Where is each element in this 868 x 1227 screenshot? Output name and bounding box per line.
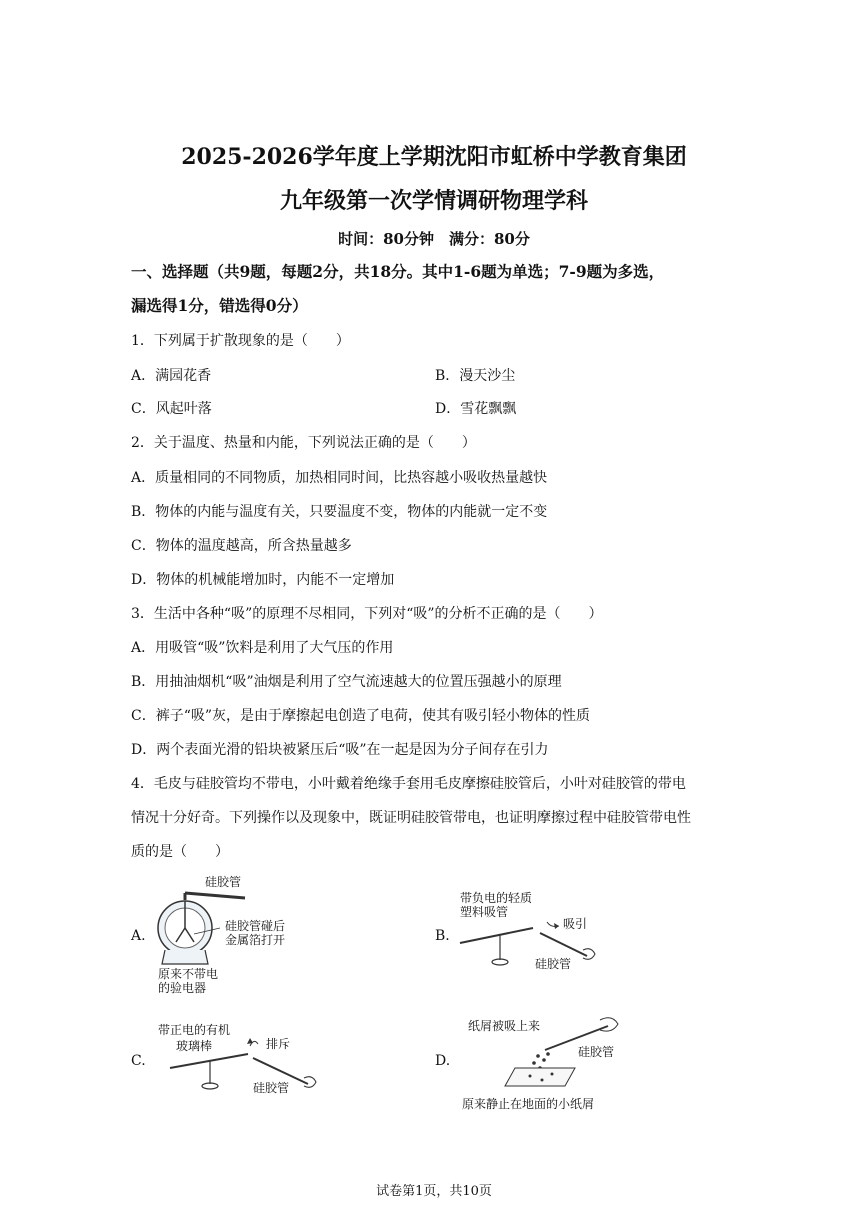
figure-a-label-tube: 硅胶管 [205,875,242,889]
question-4-stem-line1: 4．毛皮与硅胶管均不带电，小叶戴着绝缘手套用毛皮摩擦硅胶管后，小叶对硅胶管的带电 [131,776,686,792]
question-2-option-d: D．物体的机械能增加时，内能不一定增加 [131,572,395,588]
figure-b-label-tube: 硅胶管 [535,957,572,971]
figure-c-rod-repel [158,1018,338,1098]
question-1-option-a: A．满园花香 [131,368,212,384]
figure-d-paper-bits [460,1012,640,1116]
figure-b-label-attract: 吸引 [563,917,588,931]
question-2-option-c: C．物体的温度越高，所含热量越多 [131,538,352,554]
question-4-option-d-letter: D. [435,1053,451,1069]
question-3-option-a: A．用吸管“吸”饮料是利用了大气压的作用 [131,640,394,656]
figure-b-tube-shape [540,933,587,956]
figure-b-arrow-head [554,923,559,929]
figure-d-label-bottom: 原来静止在地面的小纸屑 [462,1097,595,1111]
question-3-option-b: B．用抽油烟机“吸”油烟是利用了空气流速越大的位置压强越小的原理 [131,674,562,690]
figure-c-label-rod-2: 玻璃棒 [176,1039,213,1053]
figure-a-electroscope [150,868,310,998]
figure-b-label-straw-2: 塑料吸管 [460,905,509,919]
figure-c-arrow-head [247,1038,253,1044]
question-2-option-b: B．物体的内能与温度有关，只要温度不变，物体的内能就一定不变 [131,504,548,520]
exam-title-line2: 九年级第一次学情调研物理学科 [279,188,588,214]
figure-c-label-repel: 排斥 [266,1037,291,1051]
question-1-option-b: B．漫天沙尘 [435,368,516,384]
question-4-option-a-letter: A. [131,928,146,944]
figure-a-base [162,950,208,964]
figure-b-straw-attract [455,888,635,978]
section-heading-line1: 一、选择题（共9题，每题2分，共18分。其中1-6题为单选；7-9题为多选， [131,262,665,281]
figure-d-paper-bit [542,1058,546,1062]
question-4-stem-line2: 情况十分好奇。下列操作以及现象中，既证明硅胶管带电，也证明摩擦过程中硅胶管带电性 [131,810,691,826]
figure-d-paper-bit [546,1052,550,1056]
figure-d-paper-bit [529,1075,532,1078]
question-1-option-d: D．雪花飘飘 [435,401,517,417]
figure-d-label-top: 纸屑被吸上来 [468,1019,541,1033]
figure-a-label-foil-2: 金属箔打开 [225,933,286,947]
figure-c-label-rod-1: 带正电的有机 [158,1023,231,1037]
figure-b-label-straw-1: 带负电的轻质 [460,891,533,905]
question-4-stem-line3: 质的是（ ） [131,844,229,860]
figure-c-rod-shape [170,1054,248,1068]
question-4-option-c-letter: C. [131,1053,146,1069]
figure-a-label-base-2: 的验电器 [158,981,207,995]
time-info: 时间：80分钟 满分：80分 [338,230,530,248]
figure-a-label-base-1: 原来不带电 [158,967,219,981]
question-2-stem: 2．关于温度、热量和内能，下列说法正确的是（ ） [131,435,476,451]
question-3-option-d: D．两个表面光滑的铅块被紧压后“吸”在一起是因为分子间存在引力 [131,742,549,758]
question-4-option-b-letter: B. [435,928,450,944]
figure-d-paper-bit [541,1079,544,1082]
figure-d-paper-bit [532,1061,536,1065]
question-1-stem: 1．下列属于扩散现象的是（ ） [131,333,350,349]
page-footer: 试卷第1页，共10页 [376,1184,492,1199]
figure-c-label-tube: 硅胶管 [253,1081,290,1095]
figure-a-tube-shape [185,893,245,898]
question-3-option-c: C．裤子“吸”灰，是由于摩擦起电创造了电荷，使其有吸引轻小物体的性质 [131,708,591,724]
figure-b-straw-shape [460,928,533,943]
question-1-option-c: C．风起叶落 [131,401,212,417]
figure-a-label-foil-1: 硅胶管碰后 [225,919,286,933]
section-heading-line2: 漏选得1分，错选得0分） [131,296,308,315]
question-3-stem: 3．生活中各种“吸”的原理不尽相同，下列对“吸”的分析不正确的是（ ） [131,606,603,622]
figure-d-hand-icon [600,1018,618,1031]
figure-d-paper-bit [536,1054,540,1058]
question-2-option-a: A．质量相同的不同物质，加热相同时间，比热容越小吸收热量越快 [131,470,548,486]
figure-d-ground [505,1068,575,1086]
figure-d-paper-bit [551,1073,554,1076]
exam-title-line1: 2025-2026学年度上学期沈阳市虹桥中学教育集团 [181,144,687,170]
figure-d-label-tube: 硅胶管 [578,1045,615,1059]
